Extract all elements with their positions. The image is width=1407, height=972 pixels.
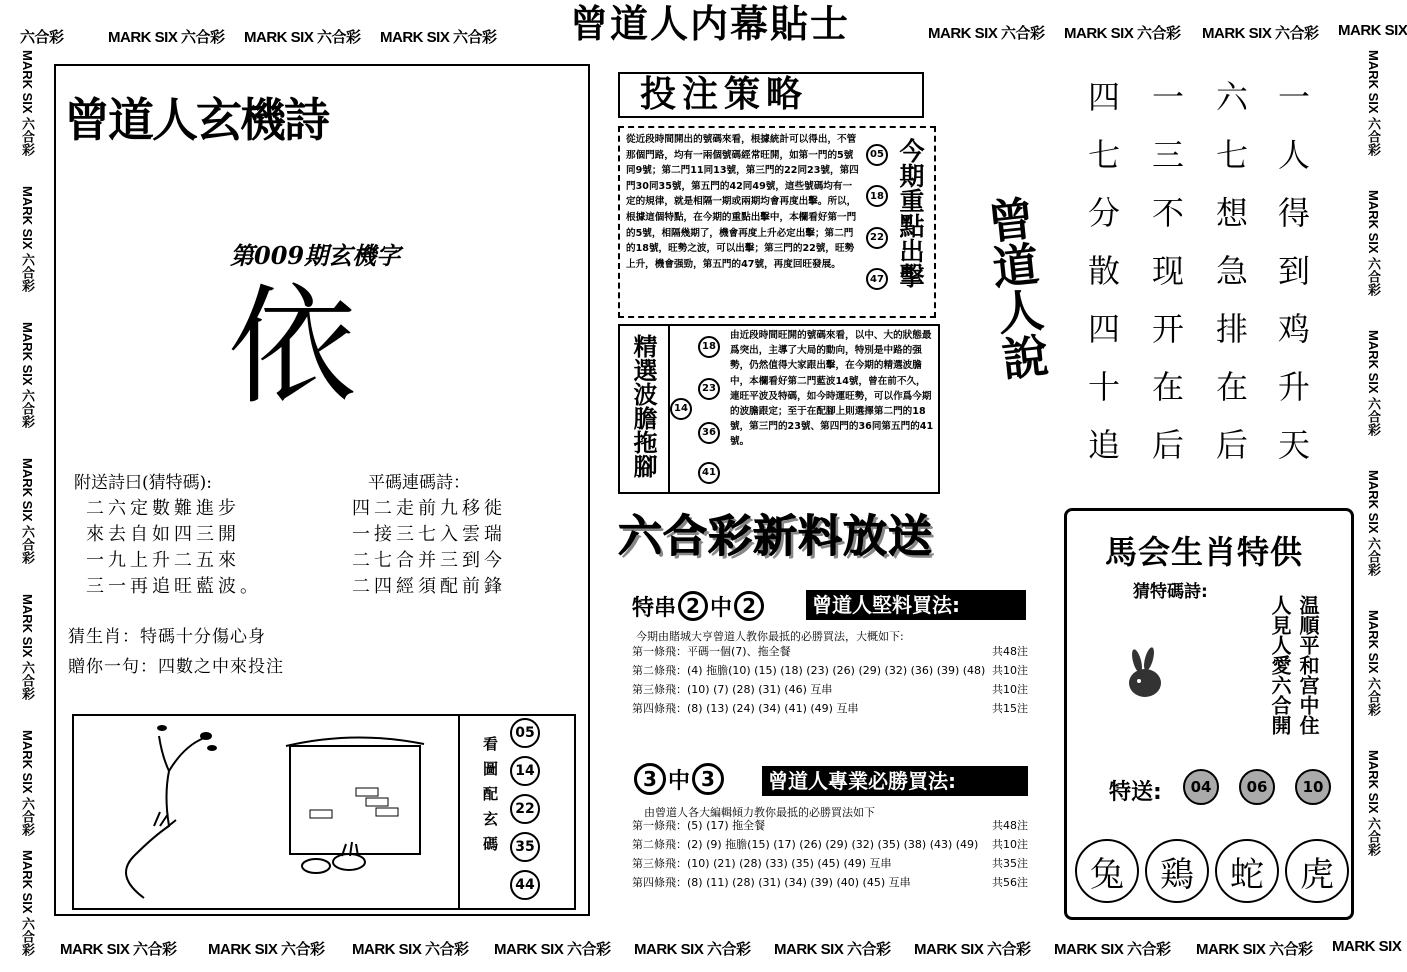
watermark-text: 六合彩 — [453, 29, 497, 46]
watermark-mark: MARK SIX — [108, 29, 178, 46]
watermark-mark: MARK SIX — [20, 730, 35, 794]
watermark-b8 — [1196, 938, 1313, 959]
poem-line: 二七合并三到今 — [352, 550, 506, 571]
watermark-text: 六合彩 — [181, 29, 225, 46]
watermark-text: 六合彩 — [20, 389, 35, 429]
strategy-title: 投注策略 — [640, 74, 809, 115]
number-ball: 3 — [634, 763, 666, 795]
bet-row-note: 共56注 — [992, 876, 1028, 889]
watermark-4 — [928, 22, 1045, 43]
watermark-text: 六合彩 — [1127, 941, 1171, 958]
poem-char: 追 — [1087, 426, 1120, 464]
zodiac-line: 猜生肖：特碼十分傷心身 — [68, 627, 266, 647]
watermark-text: 六合彩 — [20, 917, 35, 957]
watermark-text: 六合彩 — [1269, 941, 1313, 958]
number-ball: 2 — [678, 591, 708, 621]
watermark-mark: MARK SIX — [208, 941, 278, 958]
watermark-mark: MARK SIX — [1196, 941, 1266, 958]
wave-title: 精選波膽拖腳 — [629, 334, 657, 478]
watermark-text: 六合彩 — [317, 29, 361, 46]
number-ball: 05 — [866, 144, 888, 166]
poem-char: 开 — [1151, 310, 1184, 348]
watermark-mark: MARK SIX — [20, 594, 35, 658]
watermark-text: 六合彩 — [425, 941, 469, 958]
left-panel — [54, 64, 590, 916]
poem-char: 升 — [1277, 368, 1310, 406]
poem1-title: 附送詩曰(猜特碼): — [74, 473, 212, 493]
watermark-vl4 — [18, 594, 37, 700]
watermark-mark: MARK SIX — [494, 941, 564, 958]
bet-row — [632, 642, 1028, 661]
strategy-box — [618, 126, 936, 318]
number-ball: 44 — [510, 870, 540, 900]
watermark-mark: MARK SIX — [1064, 25, 1134, 42]
number-ball: 14 — [670, 398, 692, 420]
watermark-vl3 — [18, 458, 37, 564]
watermark-mark: MARK SIX — [20, 458, 35, 522]
poem-char: 后 — [1215, 426, 1248, 464]
left-title: 曾道人玄機詩 — [64, 93, 328, 147]
watermark-mark: MARK SIX — [928, 25, 998, 42]
wave-number-ball-3 — [698, 376, 720, 400]
poem-line: 三一再追旺藍波。 — [86, 576, 262, 597]
watermark-mark: MARK SIX — [1338, 22, 1407, 39]
wave-title-block — [620, 326, 670, 492]
watermark-mark: MARK SIX — [20, 322, 35, 386]
poem-column-4 — [1086, 72, 1122, 478]
new-material-title: 六合彩新料放送 — [618, 511, 933, 562]
watermark-6 — [1202, 22, 1319, 43]
section1-badge — [632, 588, 764, 624]
bottom-watermark-strip — [0, 938, 1402, 964]
watermark-mark: MARK SIX — [1202, 25, 1272, 42]
horse-title: 馬会生肖特供 — [1105, 533, 1304, 571]
number-ball: 06 — [1239, 769, 1275, 805]
poem-char: 一 — [1151, 78, 1184, 116]
poem-char: 七 — [1215, 136, 1248, 174]
bet-row-text: 第四條飛：(8) (11) (28) (31) (34) (39) (40) (45) 互串 — [632, 876, 911, 889]
watermark-mark: MARK SIX — [1366, 470, 1381, 534]
watermark-text: 六合彩 — [1137, 25, 1181, 42]
number-ball: 18 — [698, 336, 720, 358]
bet-row — [632, 699, 1028, 718]
bet-row — [632, 680, 1028, 699]
watermark-text: 六合彩 — [20, 117, 35, 157]
watermark-text: 六合彩 — [20, 29, 64, 46]
poem2 — [352, 496, 506, 600]
watermark-mark: MARK SIX — [352, 941, 422, 958]
watermark-mark: MARK SIX — [914, 941, 984, 958]
bet-row-text: 第三條飛：(10) (21) (28) (33) (35) (45) (49) 互串 — [632, 857, 892, 870]
bet-row-note: 共48注 — [992, 645, 1028, 658]
watermark-mark: MARK SIX — [20, 50, 35, 114]
strategy-title-banner — [618, 72, 924, 118]
send-label: 特送: — [1109, 780, 1162, 805]
poem-char: 分 — [1087, 194, 1120, 232]
bet-row-note: 共10注 — [992, 664, 1028, 677]
bet-row — [632, 873, 1028, 892]
number-ball: 35 — [510, 832, 540, 862]
bet-row-text: 第一條飛：(5) (17) 拖全餐 — [632, 819, 766, 832]
watermark-vl6 — [18, 850, 37, 956]
watermark-b0 — [60, 938, 177, 959]
watermark-mark: MARK SIX — [60, 941, 130, 958]
watermark-text: 六合彩 — [987, 941, 1031, 958]
section2-mid: 中 — [668, 768, 691, 794]
poem-char: 想 — [1215, 194, 1248, 232]
watermark-vl0 — [18, 50, 37, 156]
logo-label: 曾道人說 — [978, 193, 1052, 383]
poem-line: 一九上升二五來 — [86, 550, 240, 571]
watermark-text: 六合彩 — [20, 253, 35, 293]
bet-row-note: 共15注 — [992, 702, 1028, 715]
section2-title: 曾道人專業必勝買法: — [762, 766, 1028, 796]
watermark-vr1 — [1364, 190, 1383, 296]
key-character: 依 — [228, 273, 357, 422]
bet-row-text: 第二條飛：(2) (9) 拖膽(15) (17) (26) (29) (32) (35) (38) (43) (49) — [632, 838, 979, 851]
watermark-text: 六合彩 — [20, 525, 35, 565]
poem-char: 在 — [1151, 368, 1184, 406]
zodiac-badge: 鶏 — [1145, 839, 1209, 903]
watermark-b4 — [634, 938, 751, 959]
poem-line: 二四經須配前鋒 — [352, 576, 506, 597]
watermark-b9 — [1332, 938, 1401, 955]
picture-box — [72, 714, 576, 910]
bet-row — [632, 835, 1028, 854]
section1-mid: 中 — [710, 595, 733, 621]
section1 — [626, 588, 1036, 718]
watermark-vr0 — [1364, 50, 1383, 156]
watermark-mark: MARK SIX — [20, 850, 35, 914]
poem-char: 到 — [1277, 252, 1310, 290]
bet-row — [632, 816, 1028, 835]
watermark-mark: MARK SIX — [1366, 190, 1381, 254]
watermark-mark: MARK SIX — [20, 186, 35, 250]
number-ball: 23 — [698, 378, 720, 400]
watermark-text: 六合彩 — [847, 941, 891, 958]
watermark-2 — [244, 26, 361, 47]
watermark-1 — [108, 26, 225, 47]
watermark-mark: MARK SIX — [634, 941, 704, 958]
poem-column-1 — [1276, 72, 1312, 478]
number-ball: 22 — [866, 227, 888, 249]
number-ball: 05 — [510, 718, 540, 748]
picture-divider — [458, 716, 460, 908]
watermark-5 — [1064, 22, 1181, 43]
watermark-text: 六合彩 — [1275, 25, 1319, 42]
watermark-b1 — [208, 938, 325, 959]
watermark-mark: MARK SIX — [380, 29, 450, 46]
bet-row-note: 共10注 — [992, 838, 1028, 851]
watermark-vr4 — [1364, 610, 1383, 716]
picture-label: 看圖配玄碼 — [481, 736, 499, 861]
send-numbers — [1183, 769, 1331, 805]
horse-poem-col2: 人見人愛六合開 — [1268, 595, 1292, 735]
watermark-b7 — [1054, 938, 1171, 959]
watermark-text: 六合彩 — [20, 797, 35, 837]
bet-row-text: 第四條飛：(8) (13) (24) (34) (41) (49) 互串 — [632, 702, 859, 715]
picture-numbers — [510, 718, 542, 900]
number-ball: 22 — [510, 794, 540, 824]
number-ball: 2 — [734, 591, 764, 621]
poem-char: 四 — [1087, 78, 1120, 116]
zodiac-row — [1075, 839, 1349, 903]
watermark-b5 — [774, 938, 891, 959]
watermark-text: 六合彩 — [1366, 537, 1381, 577]
watermark-3 — [380, 26, 497, 47]
poem-char: 后 — [1151, 426, 1184, 464]
section1-title: 曾道人堅料買法: — [806, 590, 1026, 620]
gift-line: 贈你一句：四數之中來投注 — [68, 657, 284, 677]
watermark-vr5 — [1364, 750, 1383, 856]
wave-number-ball-2 — [670, 396, 692, 420]
poem-char: 在 — [1215, 368, 1248, 406]
bet-row — [632, 661, 1028, 680]
poem-char: 人 — [1277, 136, 1310, 174]
watermark-mark: MARK SIX — [774, 941, 844, 958]
wave-number-ball-5 — [698, 460, 720, 484]
watermark-text: 六合彩 — [707, 941, 751, 958]
section1-prefix: 特串 — [632, 595, 677, 621]
rabbit-icon — [1123, 647, 1167, 703]
watermark-b6 — [914, 938, 1031, 959]
poem-char: 现 — [1151, 252, 1184, 290]
watermark-mark: MARK SIX — [1366, 610, 1381, 674]
watermark-vr2 — [1364, 330, 1383, 436]
header-title: 曾道人内幕貼士 — [569, 1, 850, 46]
watermark-vl1 — [18, 186, 37, 292]
wave-text: 由近段時間旺開的號碼來看，以中、大的狀態最爲突出，主導了大局的動向，特別是中路的强勢，仍然值得大家跟出擊，在今期的精選波膽中，本欄看好第二門藍波14號，曾在前不久，連旺平波及特碼，如今時運旺勢，可以作爲今期的波膽跟定；至于在配腳上則選擇第二門的18號，第三門的23號、第四門的36同第五門的41號。 — [730, 330, 934, 448]
poem2-title: 平碼連碼詩： — [368, 473, 470, 493]
poem-char: 十 — [1087, 368, 1120, 406]
bet-row-note: 共35注 — [992, 857, 1028, 870]
wave-number-ball-4 — [698, 420, 720, 444]
poem-char: 鸡 — [1277, 310, 1310, 348]
watermark-b2 — [352, 938, 469, 959]
poem-char: 一 — [1277, 78, 1310, 116]
watermark-mark: MARK SIX — [244, 29, 314, 46]
watermark-mark: MARK SIX — [1332, 938, 1402, 955]
poem-char: 七 — [1087, 136, 1120, 174]
right-poem — [1084, 72, 1344, 472]
poem-char: 天 — [1277, 426, 1310, 464]
poem-char: 排 — [1215, 310, 1248, 348]
poem-char: 得 — [1277, 194, 1310, 232]
watermark-vl2 — [18, 322, 37, 428]
watermark-vr3 — [1364, 470, 1383, 576]
section1-rows — [632, 642, 1028, 718]
focus-title: 今期重點出擊 — [896, 138, 925, 288]
number-ball: 04 — [1183, 769, 1219, 805]
section2 — [626, 762, 1036, 902]
bet-row-note: 共10注 — [992, 683, 1028, 696]
poem-line: 四二走前九移徙 — [352, 498, 506, 519]
picture-illustration — [74, 716, 458, 908]
horse-poem-col1: 温順平和宫中住 — [1296, 595, 1320, 735]
zodiac-badge: 虎 — [1285, 839, 1349, 903]
poem1 — [86, 496, 262, 600]
watermark-text: 六合彩 — [1366, 257, 1381, 297]
bet-row-note: 共48注 — [992, 819, 1028, 832]
bet-row-text: 第二條飛：(4) 拖膽(10) (15) (18) (23) (26) (29) (32) (36) (39) (48) — [632, 664, 986, 677]
section2-badge — [634, 762, 724, 796]
bet-row-text: 第三條飛：(10) (7) (28) (31) (46) 互串 — [632, 683, 833, 696]
watermark-text: 六合彩 — [20, 661, 35, 701]
number-ball: 47 — [866, 268, 888, 290]
watermark-text: 六合彩 — [1366, 397, 1381, 437]
watermark-mark: MARK SIX — [1366, 50, 1381, 114]
poem-column-3 — [1150, 72, 1186, 478]
right-watermark-strip — [1364, 50, 1390, 930]
number-ball: 10 — [1295, 769, 1331, 805]
watermark-text: 六合彩 — [281, 941, 325, 958]
watermark-text: 六合彩 — [1001, 25, 1045, 42]
poem-char: 急 — [1215, 252, 1248, 290]
watermark-vl5 — [18, 730, 37, 836]
poem-line: 二六定數難進步 — [86, 498, 240, 519]
issue-label: 第009期玄機字 — [230, 241, 401, 270]
watermark-text: 六合彩 — [133, 941, 177, 958]
poem-char: 四 — [1087, 310, 1120, 348]
section2-rows — [632, 816, 1028, 892]
poem-char: 散 — [1087, 252, 1120, 290]
section1-intro: 今期由賭城大亨曾道人教你最抵的必勝買法，大概如下: — [636, 630, 904, 643]
watermark-text: 六合彩 — [567, 941, 611, 958]
number-ball: 18 — [866, 185, 888, 207]
zodiac-badge: 兔 — [1075, 839, 1139, 903]
number-ball: 36 — [698, 422, 720, 444]
number-ball: 41 — [698, 462, 720, 484]
number-ball: 14 — [510, 756, 540, 786]
poem-char: 六 — [1215, 78, 1248, 116]
zodiac-badge: 蛇 — [1215, 839, 1279, 903]
poem-char: 不 — [1151, 194, 1184, 232]
watermark-mark: MARK SIX — [1366, 330, 1381, 394]
poem-char: 三 — [1151, 136, 1184, 174]
poem-line: 來去自如四三開 — [86, 524, 240, 545]
poem-column-2 — [1214, 72, 1250, 478]
horse-box — [1064, 508, 1354, 920]
number-ball: 3 — [692, 763, 724, 795]
watermark-text: 六合彩 — [1366, 677, 1381, 717]
watermark-text: 六合彩 — [1366, 817, 1381, 857]
watermark-mark: MARK SIX — [1054, 941, 1124, 958]
poem-line: 一接三七入雲瑞 — [352, 524, 506, 545]
horse-poem-title: 猜特碼詩: — [1133, 582, 1208, 602]
bet-row-text: 第一條飛：平碼一個(7)、拖全餐 — [632, 645, 791, 658]
watermark-7 — [1338, 22, 1407, 39]
wave-box — [618, 324, 940, 494]
watermark-text: 六合彩 — [1366, 117, 1381, 157]
strategy-text: 從近段時間開出的號碼來看，根據統計可以得出，不管那個門路，均有一兩個號碼經常旺開，如第一門的5號同9號；第二門11同13號，第三門的22同23號，第四門30同35號，第五門的42同49號，這些號碼均有一定的規律，就是相隔一期或兩期均會再度出擊。所以，根據這個特點，在今期的重點出擊中，本欄看好第一門的5號，相隔幾期了，機會再度上升必定出擊；第二門的18號，旺勢之波，可以出擊；第三門的22號，旺勢上升，機會强勁，第五門的47號，再度回旺發展。 — [626, 134, 859, 270]
watermark-b3 — [494, 938, 611, 959]
bet-row — [632, 854, 1028, 873]
focus-numbers — [866, 142, 890, 290]
watermark-0 — [20, 26, 64, 47]
watermark-mark: MARK SIX — [1366, 750, 1381, 814]
section2-intro: 由曾道人各大編輯傾力教你最抵的必勝買法如下 — [644, 806, 875, 819]
wave-number-ball-1 — [698, 334, 720, 358]
left-watermark-strip — [18, 50, 44, 957]
